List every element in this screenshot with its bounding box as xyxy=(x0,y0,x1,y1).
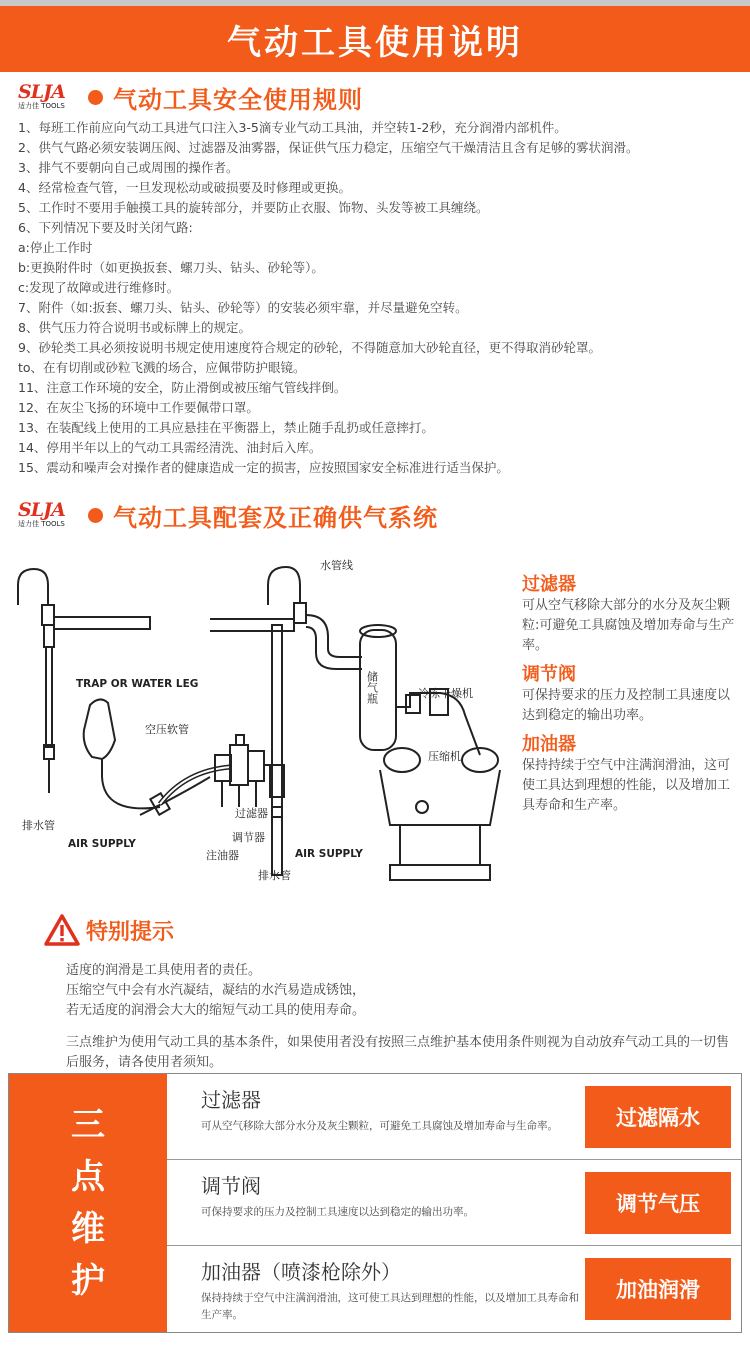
label-drain-right: 排水管 xyxy=(258,869,291,882)
side-title-lubricator: 加油器 xyxy=(522,734,576,755)
section-safety-rules-header xyxy=(18,80,363,115)
row-name: 调节阀 xyxy=(201,1174,261,1198)
side-text-regulator: 可保持要求的压力及控制工具速度以达到稳定的输出功率。 xyxy=(522,688,731,723)
label-trap: TRAP OR WATER LEG xyxy=(76,678,199,690)
rule-item: 13、在装配线上使用的工具应悬挂在平衡器上，禁止随手乱扔或任意摔打。 xyxy=(18,420,434,435)
label-drain-left: 排水管 xyxy=(22,819,55,832)
side-title-regulator: 调节阀 xyxy=(522,664,576,685)
side-title-filter: 过滤器 xyxy=(522,574,576,595)
warning-line: 若无适度的润滑会大大的缩短气动工具的使用寿命。 xyxy=(66,1003,366,1018)
rule-item: 7、附件（如:扳套、螺刀头、钻头、砂轮等）的安装必须牢靠，并尽量避免空转。 xyxy=(18,300,468,315)
rule-item: 11、注意工作环境的安全，防止滑倒或被压缩气管线拌倒。 xyxy=(18,380,347,395)
side-text-lubricator: 保持持续于空气中注满润滑油，这可使工具达到理想的性能，以及增加工具寿命和生产率。 xyxy=(522,758,731,813)
label-dryer: 冷冻干燥机 xyxy=(418,687,473,700)
component-info-panel xyxy=(522,566,742,816)
warning-line: 适度的润滑是工具使用者的责任。 xyxy=(66,963,262,978)
rule-item: to、在有切削或砂粒飞溅的场合，应佩带防护眼镜。 xyxy=(18,360,306,375)
warning-triangle-icon xyxy=(44,914,80,946)
maintenance-char: 点 xyxy=(71,1157,105,1197)
label-filter: 过滤器 xyxy=(235,807,268,820)
safety-rules-list xyxy=(18,118,738,478)
label-compressor: 压缩机 xyxy=(428,750,461,763)
rule-item: 6、下列情况下要及时关闭气路: xyxy=(18,220,193,235)
warning-body xyxy=(66,961,736,1073)
rule-item: 2、供气气路必须安装调压阀、过滤器及油雾器，保证供气压力稳定，压缩空气干燥清洁且含有足够的雾状润滑。 xyxy=(18,140,639,155)
brand-logo xyxy=(18,498,76,531)
maintenance-char: 护 xyxy=(71,1261,105,1301)
maintenance-char: 维 xyxy=(71,1209,105,1249)
air-supply-diagram xyxy=(10,545,510,890)
rule-item: 8、供气压力符合说明书或标牌上的规定。 xyxy=(18,320,251,335)
brand-sub: 适力佳 TOOLS xyxy=(18,101,65,110)
label-regulator: 调节器 xyxy=(232,831,265,844)
side-text-filter: 可从空气移除大部分的水分及灰尘颗粒:可避免工具腐蚀及增加寿命与生产率。 xyxy=(522,598,735,653)
maintenance-row-regulator xyxy=(167,1160,741,1246)
maintenance-char: 三 xyxy=(71,1105,105,1145)
row-desc: 可从空气移除大部分水分及灰尘颗粒，可避免工具腐蚀及增加寿命与生命率。 xyxy=(201,1120,558,1132)
brand-mark: SLJA xyxy=(18,498,65,521)
page-title: 气动工具使用说明 xyxy=(227,22,523,63)
label-hose: 空压软管 xyxy=(145,723,189,736)
warning-note: 三点维护为使用气动工具的基本条件，如果使用者没有按照三点维护基本使用条件则视为自动放弃气动工具的一切售后服务，请各使用者须知。 xyxy=(66,1035,730,1070)
rule-item: 1、每班工作前应向气动工具进气口注入3-5滴专业气动工具油，并空转1-2秒，充分润滑内部机件。 xyxy=(18,120,567,135)
section2-title: 气动工具配套及正确供气系统 xyxy=(113,504,438,532)
label-lubricator: 注油器 xyxy=(206,849,239,862)
rule-item: 3、排气不要朝向自己或周围的操作者。 xyxy=(18,160,239,175)
rule-item: 12、在灰尘飞扬的环境中工作要佩带口罩。 xyxy=(18,400,259,415)
orange-dot-icon xyxy=(88,90,103,105)
section1-title: 气动工具安全使用规则 xyxy=(113,86,363,114)
row-name: 过滤器 xyxy=(201,1088,261,1112)
brand-logo xyxy=(18,80,76,113)
maintenance-row-filter xyxy=(167,1074,741,1160)
brand-mark: SLJA xyxy=(18,80,65,103)
orange-dot-icon xyxy=(88,508,103,523)
rule-item: 14、停用半年以上的气动工具需经清洗、油封后入库。 xyxy=(18,440,322,455)
warning-header xyxy=(44,914,174,946)
row-action-badge: 加油润滑 xyxy=(585,1258,731,1320)
label-tank: 储气瓶 xyxy=(365,671,379,704)
maintenance-row-lubricator xyxy=(167,1246,741,1332)
maintenance-label xyxy=(9,1074,167,1332)
rule-item: b:更换附件时（如更换扳套、螺刀头、钻头、砂轮等）。 xyxy=(18,260,324,275)
warning-line: 压缩空气中会有水汽凝结，凝结的水汽易造成锈蚀， xyxy=(66,983,366,998)
title-banner xyxy=(0,0,750,72)
rule-item: 9、砂轮类工具必须按说明书规定使用速度符合规定的砂轮，不得随意加大砂轮直径，更不得取消砂轮罩。 xyxy=(18,340,601,355)
brand-sub: 适力佳 TOOLS xyxy=(18,519,65,528)
rule-item: 5、工作时不要用手触摸工具的旋转部分，并要防止衣服、饰物、头发等被工具缠绕。 xyxy=(18,200,489,215)
label-water-line: 水管线 xyxy=(320,559,353,572)
label-air-supply-left: AIR SUPPLY xyxy=(68,838,136,850)
rule-item: c:发现了故障或进行维修时。 xyxy=(18,280,180,295)
rule-item: 4、经常检查气管，一旦发现松动或破损要及时修理或更换。 xyxy=(18,180,351,195)
label-air-supply-right: AIR SUPPLY xyxy=(295,848,363,860)
row-desc: 可保持要求的压力及控制工具速度以达到稳定的输出功率。 xyxy=(201,1206,474,1218)
rule-item: a:停止工作时 xyxy=(18,240,93,255)
row-desc: 保持持续于空气中注满润滑油，这可使工具达到理想的性能，以及增加工具寿命和生产率。 xyxy=(201,1292,579,1321)
rule-item: 15、震动和噪声会对操作者的健康造成一定的损害，应按照国家安全标准进行适当保护。 xyxy=(18,460,509,475)
row-action-badge: 调节气压 xyxy=(585,1172,731,1234)
section-supply-system-header xyxy=(18,498,438,533)
row-action-badge: 过滤隔水 xyxy=(585,1086,731,1148)
warning-title: 特别提示 xyxy=(86,919,175,945)
maintenance-table xyxy=(8,1073,742,1333)
row-name: 加油器（喷漆枪除外） xyxy=(201,1260,401,1284)
